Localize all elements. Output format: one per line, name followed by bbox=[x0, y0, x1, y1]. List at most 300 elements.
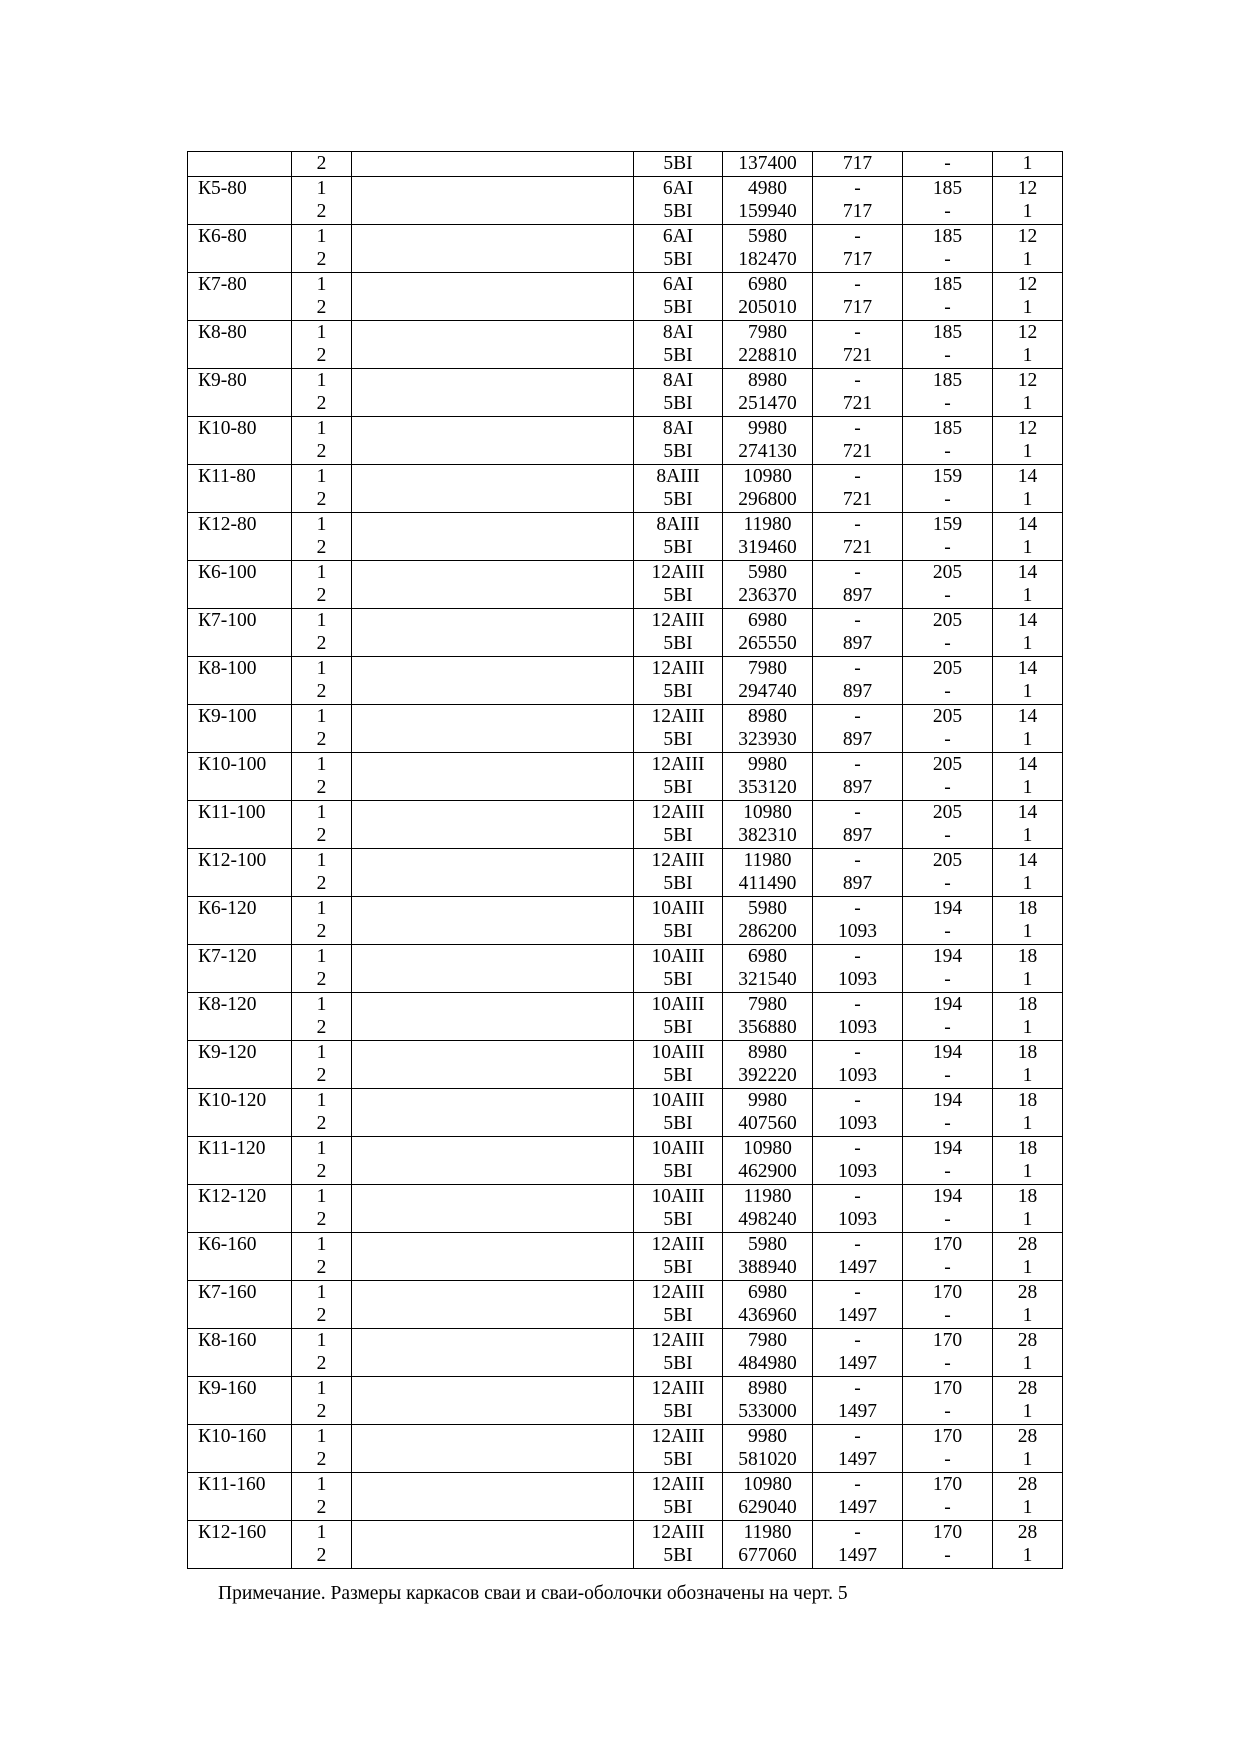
cage-mark bbox=[188, 464, 292, 512]
blank-column bbox=[352, 752, 634, 800]
cage-mark-text: К9-100 bbox=[198, 705, 257, 727]
position-number-line: 2 bbox=[316, 585, 327, 606]
rebar-grade-line: 5ВI bbox=[663, 153, 693, 174]
position-number-line: 1 bbox=[316, 1233, 327, 1255]
value-col-b-line: - bbox=[944, 489, 951, 510]
position-number-line: 2 bbox=[316, 1449, 327, 1470]
table-body bbox=[188, 152, 1063, 1569]
quantity-line: 18 bbox=[1017, 945, 1038, 967]
value-col-b-line: 170 bbox=[932, 1377, 963, 1399]
table-row bbox=[188, 1040, 1063, 1088]
value-col-a-line: 1497 bbox=[838, 1401, 877, 1422]
table-row bbox=[188, 1088, 1063, 1136]
value-col-b bbox=[903, 1184, 993, 1232]
rebar-grade-line: 8АI bbox=[662, 369, 694, 391]
quantity-line: 14 bbox=[1017, 657, 1038, 679]
value-col-b-line: 185 bbox=[932, 225, 963, 247]
value-col-b bbox=[903, 608, 993, 656]
value-col-b-line: 185 bbox=[932, 321, 963, 343]
value-col-a-line: - bbox=[854, 1281, 861, 1303]
rebar-grade bbox=[634, 464, 723, 512]
rebar-grade-line: 12АIII bbox=[651, 1425, 705, 1447]
position-number-line: 1 bbox=[316, 1041, 327, 1063]
rebar-length bbox=[723, 800, 813, 848]
position-number bbox=[292, 368, 352, 416]
rebar-length-line: 411490 bbox=[738, 873, 797, 894]
blank-column bbox=[352, 224, 634, 272]
quantity bbox=[993, 512, 1063, 560]
rebar-length-line: 236370 bbox=[738, 585, 797, 606]
position-number bbox=[292, 1472, 352, 1520]
table-row bbox=[188, 1328, 1063, 1376]
quantity-line: 1 bbox=[1022, 969, 1033, 990]
position-number bbox=[292, 944, 352, 992]
rebar-length bbox=[723, 224, 813, 272]
rebar-length-line: 498240 bbox=[738, 1209, 797, 1230]
position-number-line: 2 bbox=[316, 537, 327, 558]
rebar-grade-line: 12АIII bbox=[651, 1281, 705, 1303]
quantity bbox=[993, 752, 1063, 800]
rebar-grade-line: 5ВI bbox=[663, 1497, 693, 1518]
rebar-length-line: 9980 bbox=[748, 417, 787, 439]
value-col-a-line: 1093 bbox=[838, 1065, 877, 1086]
rebar-grade bbox=[634, 848, 723, 896]
rebar-length bbox=[723, 1184, 813, 1232]
position-number-line: 1 bbox=[316, 273, 327, 295]
value-col-a-line: - bbox=[854, 177, 861, 199]
blank-column bbox=[352, 1184, 634, 1232]
rebar-length-line: 7980 bbox=[748, 321, 787, 343]
rebar-grade-line: 5ВI bbox=[663, 1353, 693, 1374]
blank-column bbox=[352, 1520, 634, 1568]
rebar-grade bbox=[634, 944, 723, 992]
value-col-a-line: 1497 bbox=[838, 1497, 877, 1518]
cage-mark-text: К11-100 bbox=[198, 801, 266, 823]
value-col-b-line: 185 bbox=[932, 417, 963, 439]
quantity-line: 1 bbox=[1022, 1305, 1033, 1326]
value-col-a bbox=[813, 944, 903, 992]
value-col-a bbox=[813, 272, 903, 320]
rebar-grade-line: 5ВI bbox=[663, 1305, 693, 1326]
table-row bbox=[188, 1424, 1063, 1472]
value-col-a-line: 721 bbox=[842, 345, 873, 366]
value-col-b-line: 194 bbox=[932, 1089, 963, 1111]
position-number-line: 1 bbox=[316, 417, 327, 439]
value-col-a-line: 1497 bbox=[838, 1257, 877, 1278]
value-col-b-line: - bbox=[944, 1497, 951, 1518]
value-col-b-line: - bbox=[944, 921, 951, 942]
table-row bbox=[188, 152, 1063, 177]
position-number bbox=[292, 1328, 352, 1376]
quantity bbox=[993, 1040, 1063, 1088]
rebar-length-line: 4980 bbox=[748, 177, 787, 199]
position-number-line: 1 bbox=[316, 1473, 327, 1495]
value-col-a bbox=[813, 800, 903, 848]
value-col-b-line: 185 bbox=[932, 369, 963, 391]
rebar-grade bbox=[634, 1376, 723, 1424]
value-col-b-line: 170 bbox=[932, 1281, 963, 1303]
rebar-length bbox=[723, 704, 813, 752]
blank-column bbox=[352, 896, 634, 944]
value-col-b-line: 205 bbox=[932, 705, 963, 727]
value-col-b-line: 194 bbox=[932, 945, 963, 967]
quantity bbox=[993, 1232, 1063, 1280]
rebar-length-line: 9980 bbox=[748, 1425, 787, 1447]
value-col-a-line: 1093 bbox=[838, 1113, 877, 1134]
value-col-a-line: - bbox=[854, 1377, 861, 1399]
rebar-grade-line: 12АIII bbox=[651, 561, 705, 583]
rebar-grade bbox=[634, 272, 723, 320]
quantity-line: 14 bbox=[1017, 609, 1038, 631]
rebar-grade-line: 5ВI bbox=[663, 633, 693, 654]
cage-mark bbox=[188, 224, 292, 272]
value-col-b-line: - bbox=[944, 681, 951, 702]
value-col-b-line: 170 bbox=[932, 1425, 963, 1447]
rebar-grade-line: 10АIII bbox=[651, 1185, 705, 1207]
value-col-b-line: 205 bbox=[932, 657, 963, 679]
quantity bbox=[993, 368, 1063, 416]
value-col-b bbox=[903, 896, 993, 944]
rebar-grade-line: 12АIII bbox=[651, 1377, 705, 1399]
rebar-grade-line: 5ВI bbox=[663, 249, 693, 270]
quantity bbox=[993, 464, 1063, 512]
rebar-length-line: 5980 bbox=[748, 897, 787, 919]
cage-mark bbox=[188, 272, 292, 320]
rebar-grade-line: 8АI bbox=[662, 321, 694, 343]
value-col-a bbox=[813, 464, 903, 512]
rebar-length-line: 388940 bbox=[738, 1257, 797, 1278]
position-number-line: 2 bbox=[316, 441, 327, 462]
quantity-line: 28 bbox=[1017, 1377, 1038, 1399]
position-number bbox=[292, 224, 352, 272]
value-col-a-line: - bbox=[854, 225, 861, 247]
rebar-length-line: 11980 bbox=[743, 513, 792, 535]
cage-mark bbox=[188, 752, 292, 800]
quantity-line: 18 bbox=[1017, 993, 1038, 1015]
rebar-grade-line: 5ВI bbox=[663, 1065, 693, 1086]
value-col-b-line: 170 bbox=[932, 1233, 963, 1255]
value-col-b bbox=[903, 320, 993, 368]
position-number bbox=[292, 176, 352, 224]
blank-column bbox=[352, 1136, 634, 1184]
position-number-line: 2 bbox=[316, 1209, 327, 1230]
value-col-b bbox=[903, 1232, 993, 1280]
quantity bbox=[993, 800, 1063, 848]
rebar-grade-line: 12АIII bbox=[651, 849, 705, 871]
cage-mark-text: К7-80 bbox=[198, 273, 247, 295]
value-col-b-line: - bbox=[944, 1305, 951, 1326]
value-col-a-line: - bbox=[854, 705, 861, 727]
value-col-b-line: 159 bbox=[932, 513, 963, 535]
position-number-line: 1 bbox=[316, 1377, 327, 1399]
table-row bbox=[188, 896, 1063, 944]
quantity-line: 28 bbox=[1017, 1281, 1038, 1303]
cage-mark-text: К10-80 bbox=[198, 417, 257, 439]
position-number bbox=[292, 464, 352, 512]
value-col-b-line: 205 bbox=[932, 849, 963, 871]
value-col-b bbox=[903, 992, 993, 1040]
table-row bbox=[188, 608, 1063, 656]
quantity bbox=[993, 992, 1063, 1040]
position-number-line: 2 bbox=[316, 1113, 327, 1134]
rebar-length-line: 294740 bbox=[738, 681, 797, 702]
cage-mark bbox=[188, 368, 292, 416]
quantity-line: 1 bbox=[1022, 1017, 1033, 1038]
quantity bbox=[993, 176, 1063, 224]
rebar-length-line: 205010 bbox=[738, 297, 797, 318]
rebar-length-line: 8980 bbox=[748, 705, 787, 727]
value-col-b-line: - bbox=[944, 1113, 951, 1134]
rebar-grade-line: 10АIII bbox=[651, 1089, 705, 1111]
position-number bbox=[292, 272, 352, 320]
value-col-b-line: 170 bbox=[932, 1329, 963, 1351]
position-number-line: 1 bbox=[316, 369, 327, 391]
cage-mark bbox=[188, 800, 292, 848]
rebar-grade-line: 12АIII bbox=[651, 801, 705, 823]
cage-mark bbox=[188, 848, 292, 896]
value-col-b bbox=[903, 656, 993, 704]
blank-column bbox=[352, 272, 634, 320]
quantity-line: 1 bbox=[1022, 441, 1033, 462]
rebar-grade-line: 8АIII bbox=[656, 513, 700, 535]
cage-mark-text: К9-160 bbox=[198, 1377, 257, 1399]
position-number-line: 1 bbox=[316, 1425, 327, 1447]
rebar-grade-line: 10АIII bbox=[651, 993, 705, 1015]
rebar-grade-line: 12АIII bbox=[651, 1521, 705, 1543]
rebar-grade bbox=[634, 320, 723, 368]
table-row bbox=[188, 992, 1063, 1040]
position-number bbox=[292, 560, 352, 608]
value-col-a bbox=[813, 368, 903, 416]
value-col-b bbox=[903, 512, 993, 560]
value-col-b bbox=[903, 1520, 993, 1568]
value-col-a-line: 1093 bbox=[838, 969, 877, 990]
value-col-b-line: - bbox=[944, 1449, 951, 1470]
rebar-grade bbox=[634, 1136, 723, 1184]
rebar-grade-line: 5ВI bbox=[663, 1161, 693, 1182]
cage-mark-text: К8-120 bbox=[198, 993, 257, 1015]
rebar-length-line: 251470 bbox=[738, 393, 797, 414]
position-number bbox=[292, 416, 352, 464]
value-col-b-line: - bbox=[944, 1353, 951, 1374]
rebar-length-line: 5980 bbox=[748, 1233, 787, 1255]
table-row bbox=[188, 1472, 1063, 1520]
value-col-a bbox=[813, 1184, 903, 1232]
value-col-b bbox=[903, 800, 993, 848]
position-number bbox=[292, 512, 352, 560]
quantity bbox=[993, 272, 1063, 320]
position-number-line: 2 bbox=[316, 249, 327, 270]
quantity-line: 1 bbox=[1022, 585, 1033, 606]
value-col-b bbox=[903, 464, 993, 512]
rebar-length-line: 436960 bbox=[738, 1305, 797, 1326]
position-number-line: 2 bbox=[316, 1497, 327, 1518]
value-col-a-line: - bbox=[854, 561, 861, 583]
blank-column bbox=[352, 512, 634, 560]
rebar-length-line: 11980 bbox=[743, 1521, 792, 1543]
rebar-grade bbox=[634, 512, 723, 560]
blank-column bbox=[352, 176, 634, 224]
rebar-grade bbox=[634, 1280, 723, 1328]
rebar-length bbox=[723, 368, 813, 416]
value-col-b-line: 170 bbox=[932, 1473, 963, 1495]
value-col-a-line: 897 bbox=[842, 633, 873, 654]
rebar-grade-line: 12АIII bbox=[651, 609, 705, 631]
position-number-line: 1 bbox=[316, 1137, 327, 1159]
quantity bbox=[993, 656, 1063, 704]
table-row bbox=[188, 1520, 1063, 1568]
cage-mark-text: К9-80 bbox=[198, 369, 247, 391]
rebar-grade bbox=[634, 1472, 723, 1520]
cage-mark bbox=[188, 1328, 292, 1376]
value-col-a-line: - bbox=[854, 1233, 861, 1255]
position-number-line: 2 bbox=[316, 1257, 327, 1278]
rebar-cage-table bbox=[187, 151, 1063, 1569]
cage-mark-text: К7-100 bbox=[198, 609, 257, 631]
value-col-a-line: 717 bbox=[842, 153, 873, 174]
cage-mark bbox=[188, 176, 292, 224]
quantity bbox=[993, 896, 1063, 944]
quantity-line: 14 bbox=[1017, 753, 1038, 775]
value-col-a-line: - bbox=[854, 897, 861, 919]
quantity bbox=[993, 944, 1063, 992]
position-number bbox=[292, 992, 352, 1040]
rebar-length-line: 356880 bbox=[738, 1017, 797, 1038]
cage-mark bbox=[188, 1376, 292, 1424]
position-number-line: 2 bbox=[316, 777, 327, 798]
rebar-grade-line: 5ВI bbox=[663, 1113, 693, 1134]
rebar-grade bbox=[634, 896, 723, 944]
position-number-line: 2 bbox=[316, 297, 327, 318]
rebar-grade-line: 5ВI bbox=[663, 825, 693, 846]
table-row bbox=[188, 416, 1063, 464]
table-row bbox=[188, 176, 1063, 224]
position-number bbox=[292, 1520, 352, 1568]
position-number-line: 1 bbox=[316, 513, 327, 535]
value-col-a-line: 897 bbox=[842, 825, 873, 846]
value-col-a-line: 1093 bbox=[838, 921, 877, 942]
value-col-a-line: 897 bbox=[842, 873, 873, 894]
rebar-grade-line: 5ВI bbox=[663, 393, 693, 414]
blank-column bbox=[352, 560, 634, 608]
blank-column bbox=[352, 320, 634, 368]
rebar-grade bbox=[634, 1040, 723, 1088]
position-number-line: 2 bbox=[316, 1065, 327, 1086]
rebar-grade-line: 6АI bbox=[662, 225, 694, 247]
cage-mark-text: К6-160 bbox=[198, 1233, 257, 1255]
quantity-line: 1 bbox=[1022, 1113, 1033, 1134]
table-row bbox=[188, 320, 1063, 368]
blank-column bbox=[352, 704, 634, 752]
quantity-line: 1 bbox=[1022, 1497, 1033, 1518]
rebar-grade bbox=[634, 800, 723, 848]
table-row bbox=[188, 752, 1063, 800]
cage-mark-text: К6-80 bbox=[198, 225, 247, 247]
value-col-a-line: 717 bbox=[842, 249, 873, 270]
position-number-line: 1 bbox=[316, 225, 327, 247]
value-col-a-line: - bbox=[854, 945, 861, 967]
quantity-line: 1 bbox=[1022, 201, 1033, 222]
rebar-grade-line: 5ВI bbox=[663, 1545, 693, 1566]
rebar-length bbox=[723, 992, 813, 1040]
position-number-line: 2 bbox=[316, 969, 327, 990]
rebar-length-line: 629040 bbox=[738, 1497, 797, 1518]
quantity-line: 1 bbox=[1022, 537, 1033, 558]
rebar-grade-line: 8АIII bbox=[656, 465, 700, 487]
table-row bbox=[188, 1184, 1063, 1232]
position-number-line: 2 bbox=[316, 153, 327, 174]
value-col-b bbox=[903, 1040, 993, 1088]
rebar-grade bbox=[634, 992, 723, 1040]
value-col-a bbox=[813, 152, 903, 177]
position-number-line: 2 bbox=[316, 489, 327, 510]
value-col-a bbox=[813, 1328, 903, 1376]
cage-mark bbox=[188, 416, 292, 464]
rebar-length-line: 353120 bbox=[738, 777, 797, 798]
position-number-line: 2 bbox=[316, 873, 327, 894]
position-number bbox=[292, 1376, 352, 1424]
cage-mark bbox=[188, 944, 292, 992]
blank-column bbox=[352, 152, 634, 177]
value-col-a bbox=[813, 1136, 903, 1184]
value-col-a-line: 897 bbox=[842, 777, 873, 798]
quantity-line: 14 bbox=[1017, 849, 1038, 871]
rebar-length-line: 11980 bbox=[743, 1185, 792, 1207]
cage-mark-text: К6-120 bbox=[198, 897, 257, 919]
blank-column bbox=[352, 848, 634, 896]
rebar-grade bbox=[634, 656, 723, 704]
quantity-line: 1 bbox=[1022, 1545, 1033, 1566]
cage-mark-text: К12-80 bbox=[198, 513, 257, 535]
position-number-line: 2 bbox=[316, 345, 327, 366]
rebar-length bbox=[723, 1424, 813, 1472]
value-col-a-line: 897 bbox=[842, 585, 873, 606]
rebar-grade bbox=[634, 1520, 723, 1568]
rebar-length-line: 274130 bbox=[738, 441, 797, 462]
position-number bbox=[292, 1184, 352, 1232]
quantity-line: 1 bbox=[1022, 1065, 1033, 1086]
cage-mark-text: К12-100 bbox=[198, 849, 267, 871]
rebar-grade-line: 12АIII bbox=[651, 1233, 705, 1255]
quantity bbox=[993, 704, 1063, 752]
rebar-grade-line: 5ВI bbox=[663, 1449, 693, 1470]
position-number-line: 2 bbox=[316, 393, 327, 414]
position-number-line: 1 bbox=[316, 465, 327, 487]
value-col-b bbox=[903, 560, 993, 608]
value-col-a-line: 721 bbox=[842, 441, 873, 462]
rebar-length-line: 6980 bbox=[748, 945, 787, 967]
position-number-line: 1 bbox=[316, 561, 327, 583]
value-col-a bbox=[813, 848, 903, 896]
quantity-line: 1 bbox=[1022, 873, 1033, 894]
rebar-grade-line: 5ВI bbox=[663, 585, 693, 606]
rebar-grade bbox=[634, 752, 723, 800]
value-col-a bbox=[813, 1520, 903, 1568]
rebar-grade bbox=[634, 1232, 723, 1280]
rebar-length bbox=[723, 608, 813, 656]
value-col-b-line: - bbox=[944, 825, 951, 846]
cage-mark-text: К10-100 bbox=[198, 753, 267, 775]
value-col-a-line: - bbox=[854, 1521, 861, 1543]
value-col-a-line: - bbox=[854, 1425, 861, 1447]
value-col-a-line: - bbox=[854, 993, 861, 1015]
rebar-length-line: 6980 bbox=[748, 1281, 787, 1303]
position-number bbox=[292, 848, 352, 896]
value-col-a-line: - bbox=[854, 513, 861, 535]
cage-mark bbox=[188, 1280, 292, 1328]
rebar-length-line: 9980 bbox=[748, 1089, 787, 1111]
cage-mark-text: К8-100 bbox=[198, 657, 257, 679]
